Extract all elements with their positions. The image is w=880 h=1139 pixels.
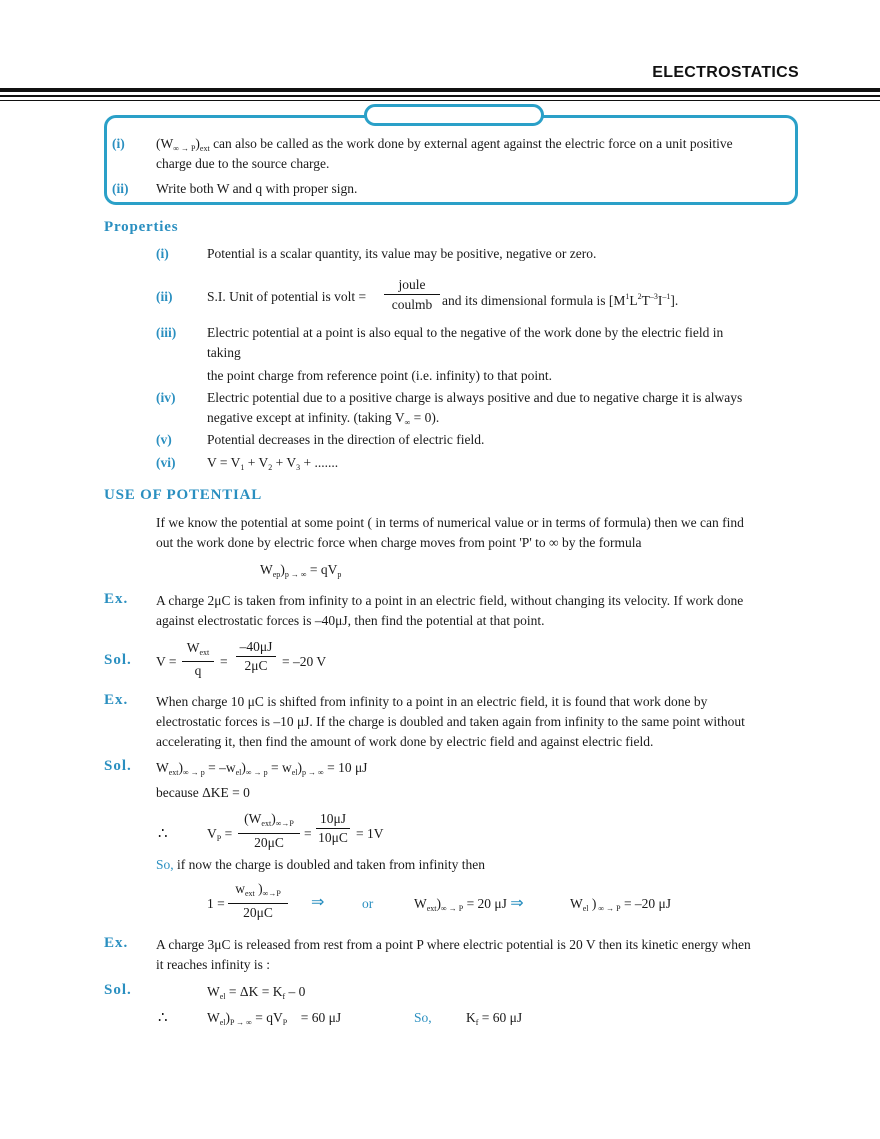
property-label-5: (v) [156, 432, 172, 447]
property-text-4a: Electric potential due to a positive charge is always positive and due to negative charge it is always [207, 390, 743, 405]
example-text-2c: accelerating it, then find the amount of work done by electric field and against electric field. [156, 734, 654, 749]
example-text-1b: against electrostatic forces is –40μJ, then find the potential at that point. [156, 613, 545, 628]
so-rest-text: if now the charge is doubled and taken from infinity then [173, 857, 485, 872]
sol2-vp: $V_P$ = [207, 826, 233, 843]
sol2-because: because ΔKE = 0 [156, 785, 250, 800]
example-label-2: Ex. [104, 692, 129, 708]
example-label-1: Ex. [104, 591, 129, 607]
example-text-3a: A charge 3μC is released from rest from a point P where electric potential is 20 V then its kinetic energy when [156, 937, 751, 952]
unit-denominator: coulmb [391, 297, 433, 312]
sol1-numerator: –40μJ [239, 639, 273, 654]
or-text: or [362, 896, 374, 911]
solution-label-2: Sol. [104, 758, 132, 774]
property-label-6: (vi) [156, 455, 176, 470]
property-label-3: (iii) [156, 325, 177, 340]
property-text-4b-main: negative except at infinity. (taking V [207, 410, 405, 425]
sol1-denominator: 2μC [244, 658, 268, 673]
property-text-3a: Electric potential at a point is also equal to the negative of the work done by the electric field in [207, 325, 724, 340]
sol2-equals: = [304, 826, 312, 841]
sol2-wext: $W_{ext})_{\infty \to P} = 20$ μJ ⇒ [414, 895, 524, 913]
sol1-equals: = [220, 654, 228, 669]
property-label-1: (i) [156, 246, 169, 261]
sol2-frac-1: $(W_{ext})_{\infty\to P}$ 20μC [238, 810, 300, 852]
properties-heading: Properties [104, 219, 179, 235]
use-of-potential-heading: USE OF POTENTIAL [104, 487, 263, 503]
property-text-3b: taking [207, 345, 241, 360]
sol3-line-2: $W_{el})_{P \to \infty} = qV_P$ = 60 μJ [207, 1010, 342, 1027]
property-label-2: (ii) [156, 289, 173, 304]
sol2-denominator: 10μC [318, 830, 348, 845]
note-item-label-2: (ii) [112, 181, 129, 196]
note-item-label-1: (i) [112, 136, 125, 151]
property-text-5: Potential decreases in the direction of electric field. [207, 432, 485, 447]
dimension-text: and its dimensional formula is [M [442, 293, 626, 308]
example-text-2a: When charge 10 μC is shifted from infinity to a point in an electric field, it is found that work done by [156, 694, 708, 709]
property-text-6: $V = V_1 + V_2 + V_3$ + ....... [207, 455, 339, 472]
sol2-wel: $W_{el}$ ) $_{\infty \to P}$ = –20 μJ [570, 896, 672, 913]
therefore-symbol: ∴ [158, 1010, 168, 1026]
property-label-4: (iv) [156, 390, 176, 405]
property-text-4b: negative except at infinity. (taking $V_\infty = 0$). [207, 410, 440, 427]
header-rule-thin [0, 100, 880, 101]
sol2-so-line [156, 855, 485, 875]
solution-label-3: Sol. [104, 982, 132, 998]
formula-work-potential: $W_{ep})_{p \to \infty} = qV_p$ [260, 562, 342, 579]
header-rule-mid [0, 95, 880, 97]
sol2-one-equals: 1 = [207, 896, 225, 911]
sol3-line-1: $W_{el} = \Delta K = K_f - 0$ [207, 984, 306, 1001]
sol3-kf: $K_f = 60$ μJ [466, 1010, 523, 1027]
example-text-1a: A charge 2μC is taken from infinity to a point in an electric field, without changing its velocity. If work done [156, 593, 744, 608]
property-text-1: Potential is a scalar quantity, its value may be positive, negative or zero. [207, 246, 597, 261]
header-rule-thick [0, 88, 880, 92]
unit-fraction [384, 276, 440, 315]
page-title: ELECTROSTATICS [652, 64, 799, 81]
sol1-result: = –20 V [282, 654, 327, 669]
note-item-text-1a: can also be called as the work done by external agent against the electric force on a unit positive [213, 136, 733, 151]
therefore-symbol: ∴ [158, 826, 168, 842]
sol1-frac-2 [236, 638, 276, 675]
solution-label-1: Sol. [104, 652, 132, 668]
example-label-3: Ex. [104, 935, 129, 951]
property-text-2a: S.I. Unit of potential is volt = [207, 289, 367, 304]
unit-numerator: joule [398, 277, 426, 292]
sol2-frac-3: $w_{ext}$ )$_{\infty\to P}$ 20μC [228, 880, 288, 922]
sol2-frac-2 [316, 810, 350, 847]
sol1-v-equals: V = [156, 654, 177, 669]
use-of-potential-text-2: out the work done by electric force when charge moves from point 'P' to ∞ by the formula [156, 535, 642, 550]
sol1-frac-1: $W_{ext}$ q [182, 640, 214, 680]
work-symbol: $(W_{\infty \to P})_{ext}$ [156, 136, 210, 153]
implies-arrow-icon: ⇒ [311, 894, 325, 911]
sol3-so: So, [414, 1010, 432, 1025]
example-text-2b: electrostatic forces is –10 μJ. If the charge is doubled and taken again from infinity to the same point without [156, 714, 745, 729]
property-text-2b: and its dimensional formula is $[M^1L^2T^{-3}I^{-1}]$. [442, 292, 679, 308]
sol2-result: = 1V [356, 826, 384, 841]
note-box-tab [364, 104, 544, 126]
sol2-numerator: 10μJ [320, 811, 346, 826]
note-item-text-1b: charge due to the source charge. [156, 156, 330, 171]
example-text-3b: it reaches infinity is : [156, 957, 270, 972]
property-text-3c: the point charge from reference point (i.e. infinity) to that point. [207, 368, 553, 383]
note-item-text-2: Write both W and q with proper sign. [156, 181, 358, 196]
superposition-start: V = V [207, 455, 241, 470]
sol2-line-1: $W_{ext})_{\infty \to p} = -w_{el})_{\infty \to p} = w_{el})_{p \to \infty} = 10$ μJ [156, 760, 368, 777]
use-of-potential-text-1: If we know the potential at some point ( in terms of numerical value or in terms of formula) then we can find [156, 515, 744, 530]
so-keyword: So, [156, 857, 174, 872]
implies-arrow-icon: ⇒ [510, 895, 524, 912]
